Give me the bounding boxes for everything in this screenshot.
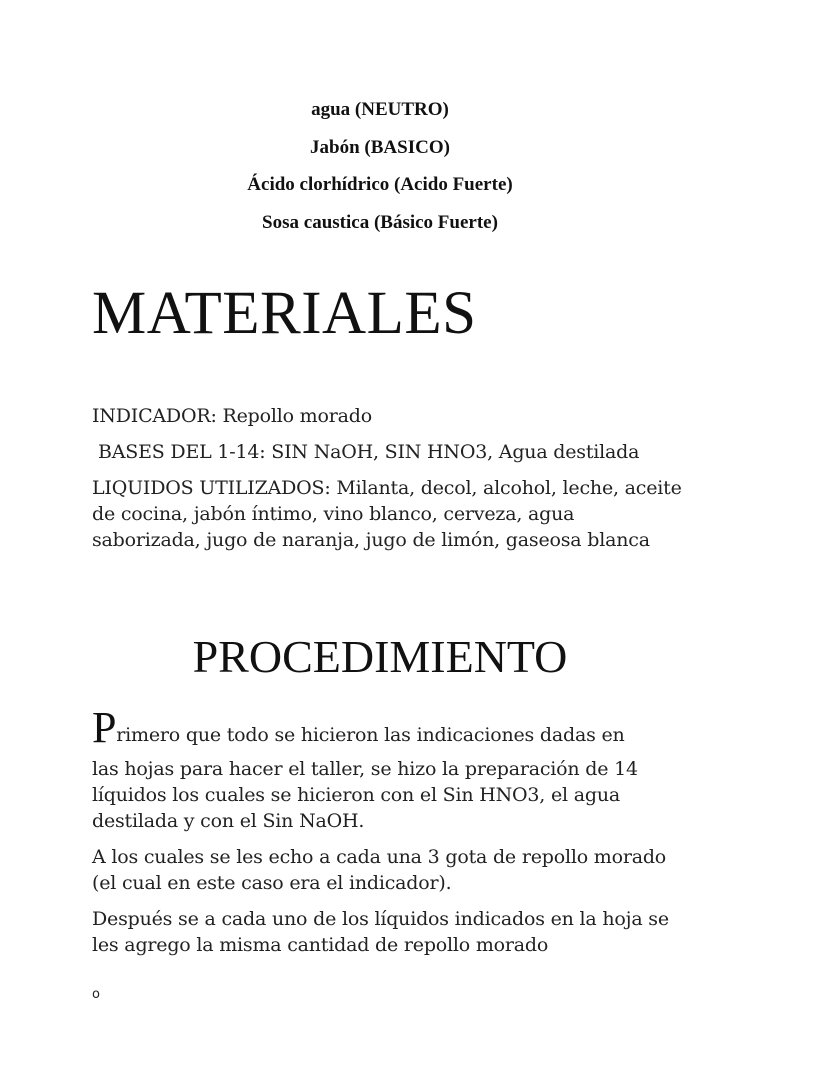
procedure-paragraph-3: Después se a cada uno de los líquidos indicados en la hoja se les agrego la misma cantidad de repollo morado <box>92 908 669 956</box>
indicator-line: INDICADOR: Repollo morado <box>92 405 372 427</box>
substance-item-caustic-soda: Sosa caustica (Básico Fuerte) <box>262 211 498 233</box>
liquids-paragraph: LIQUIDOS UTILIZADOS: Milanta, decol, alcohol, leche, aceite de cocina, jabón íntimo, vino blanco, cerveza, agua saborizada, jugo de naranja, jugo de limón, gaseosa blanca <box>92 477 682 551</box>
procedure-paragraph-1: las hojas para hacer el taller, se hizo la preparación de 14 líquidos los cuales se hicieron con el Sin HNO3, el agua destilada y con el Sin NaOH. <box>92 758 638 832</box>
procedure-body <box>92 703 682 968</box>
materials-body <box>92 403 682 563</box>
bases-line: BASES DEL 1-14: SIN NaOH, SIN HNO3, Agua destilada <box>98 441 640 463</box>
procedure-heading: PROCEDIMIENTO <box>192 631 568 682</box>
substance-item-soap: Jabón (BASICO) <box>310 136 450 158</box>
materials-heading: MATERIALES <box>92 280 477 347</box>
procedure-paragraph-2: A los cuales se les echo a cada una 3 gota de repollo morado (el cual en este caso era el indicador). <box>92 846 667 894</box>
procedure-first-line-text: rimero que todo se hicieron las indicaciones dadas en <box>116 724 625 746</box>
substance-item-hydrochloric-acid: Ácido clorhídrico (Acido Fuerte) <box>247 174 513 195</box>
substance-list <box>0 91 760 241</box>
footer-mark: o <box>92 987 100 1002</box>
drop-cap-letter: P <box>92 703 117 752</box>
procedure-first-line <box>92 703 682 752</box>
substance-item-water: agua (NEUTRO) <box>311 99 449 120</box>
